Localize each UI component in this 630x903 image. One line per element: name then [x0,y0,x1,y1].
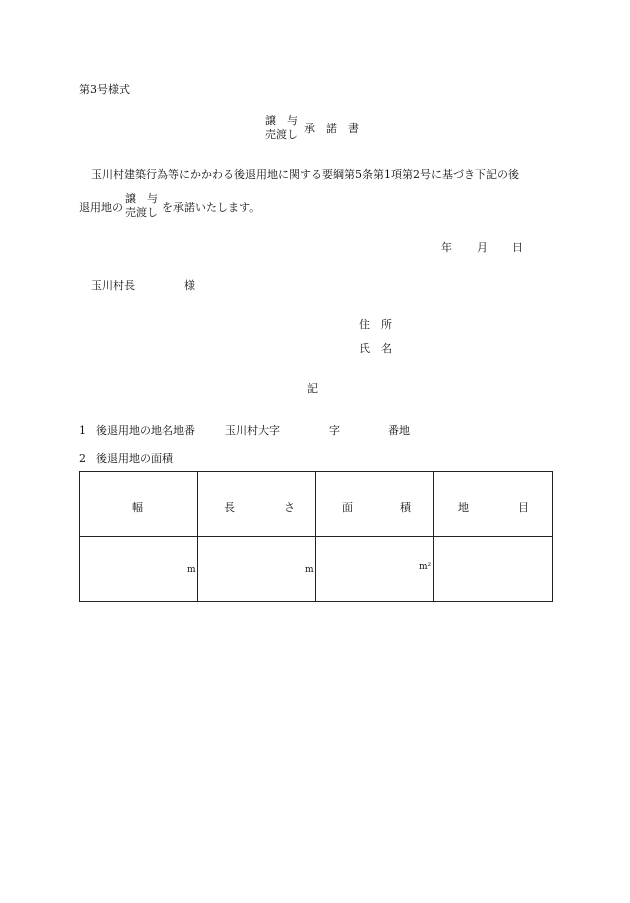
sender-address-label: 住 所 [359,318,392,331]
item-1-label: 後退用地の地名地番 [96,424,195,437]
body-line-2-before: 退用地の [79,201,123,214]
body-transfer-upper: 譲 与 [125,192,158,205]
header-area [316,472,434,537]
item-1-aza: 字 [329,424,340,437]
title-transfer-lower: 売渡し [265,128,298,141]
header-land-b: 目 [518,501,529,514]
title-transfer-upper: 譲 与 [265,114,298,127]
body-line-2-after: を承諾いたします。 [162,201,261,214]
value-land-category[interactable] [434,537,553,602]
table-header-row [80,472,553,537]
form-number: 第3号様式 [79,83,130,96]
addressee-name: 玉川村長 [91,279,135,292]
header-land-a: 地 [458,501,469,514]
header-land-category [434,472,553,537]
item-1-banchi: 番地 [388,424,410,437]
ki-heading: 記 [307,382,318,395]
date-day: 日 [512,241,523,254]
item-1-oaza: 玉川村大字 [225,424,280,437]
header-area-b: 積 [400,501,411,514]
value-width[interactable] [80,537,198,602]
addressee-honorific: 様 [184,279,195,292]
area-table [79,471,553,602]
item-2-number: 2 [79,452,86,465]
body-transfer-type [125,193,165,219]
document-title: 承 諾 書 [304,122,359,135]
body-transfer-lower: 売渡し [125,206,158,219]
item-1-number: 1 [79,424,86,437]
unit-length: m [305,565,314,575]
header-width-label: 幅 [132,501,143,514]
value-area[interactable] [316,537,434,602]
item-2-label: 後退用地の面積 [96,452,173,465]
date-month: 月 [477,241,488,254]
header-area-a: 面 [342,501,353,514]
body-line-1: 玉川村建築行為等にかかわる後退用地に関する要綱第5条第1項第2号に基づき下記の後 [91,168,519,181]
unit-width: m [187,565,196,575]
header-length [198,472,316,537]
header-length-b: さ [284,501,295,514]
title-transfer-type [265,115,305,141]
header-length-a: 長 [224,501,235,514]
unit-area: m² [419,562,432,572]
date-year: 年 [441,241,452,254]
header-width [80,472,198,537]
sender-name-label: 氏 名 [359,342,392,355]
value-length[interactable] [198,537,316,602]
table-row [80,537,553,602]
